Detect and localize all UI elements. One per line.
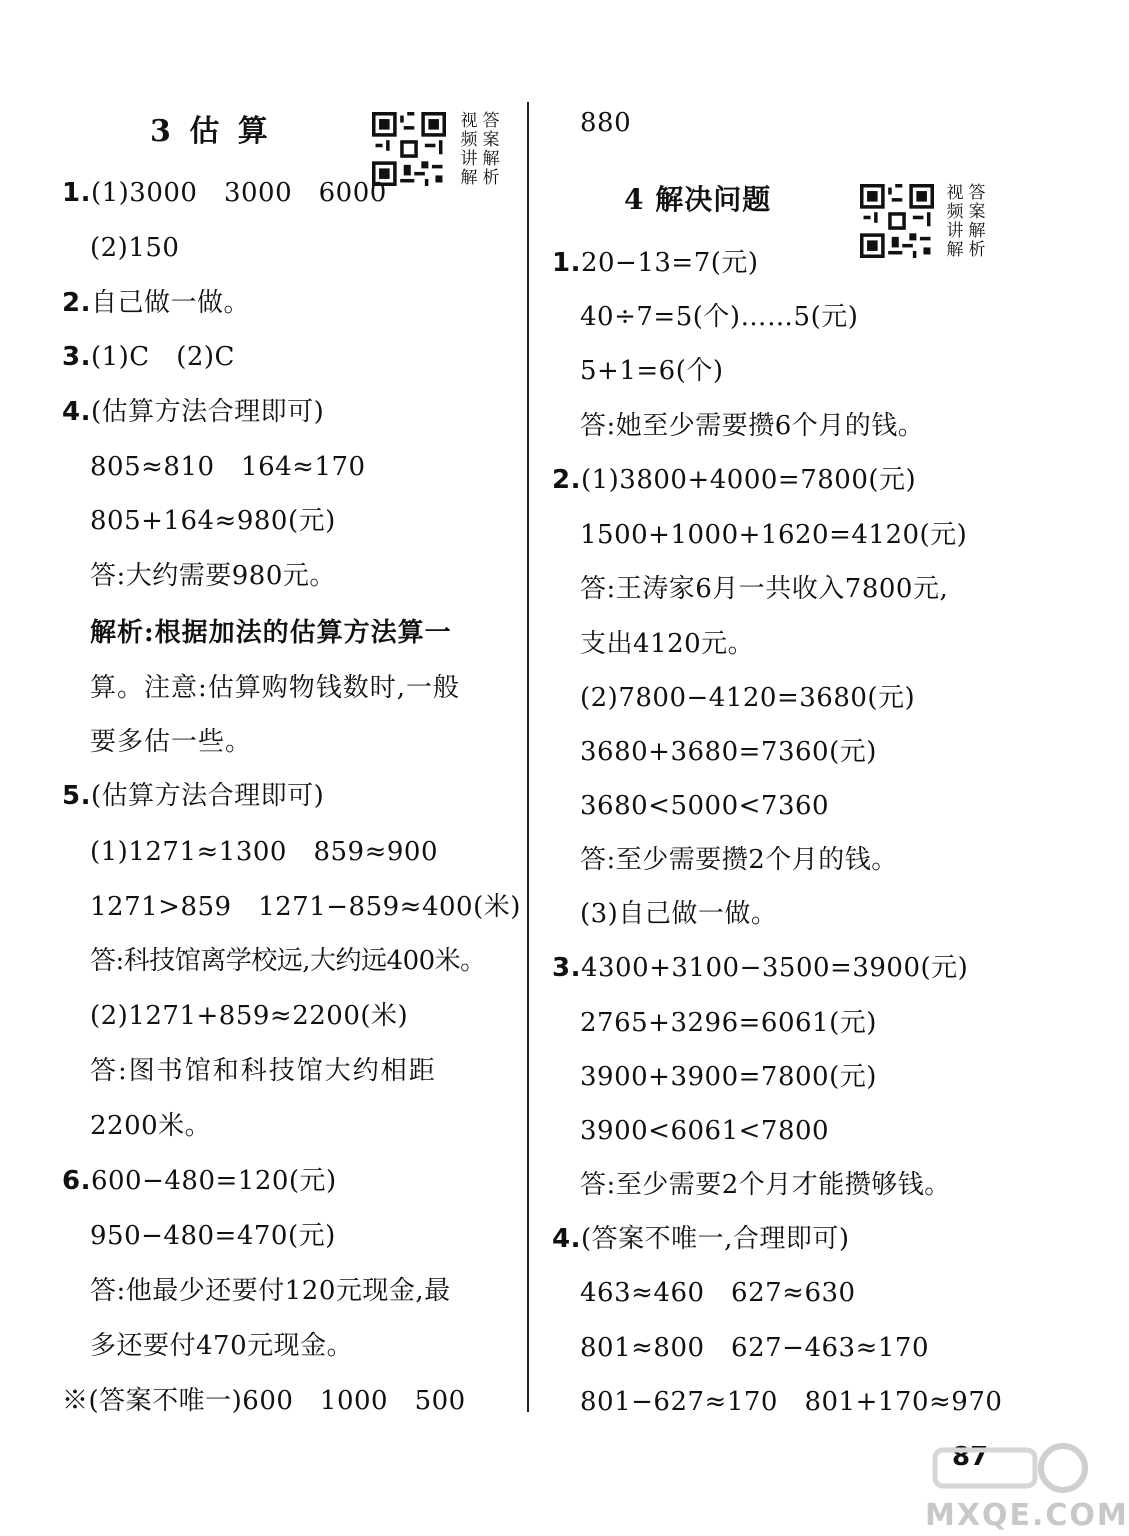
list-item: (1)1271≈1300 859≈900 — [90, 837, 438, 867]
list-item: 答:至少需要攒2个月的钱。 — [580, 845, 898, 875]
watermark-icon — [915, 1440, 1095, 1500]
list-item: 1500+1000+1620=4120(元) — [580, 520, 968, 550]
list-item: 答:图书馆和科技馆大约相距 — [90, 1056, 437, 1086]
qr-caption: 视 答 频 案 讲 解 解 析 — [946, 183, 986, 260]
list-item: (2)1271+859≈2200(米) — [90, 1001, 409, 1031]
list-item: ※(答案不唯一)600 1000 500 — [62, 1386, 466, 1416]
list-item: 5.(估算方法合理即可) — [62, 781, 325, 811]
section-title-estimation: 3 估 算 — [150, 114, 272, 149]
list-item: 1.20−13=7(元) — [552, 248, 759, 278]
list-item: 3900+3900=7800(元) — [580, 1062, 877, 1092]
list-item: 答:她至少需要攒6个月的钱。 — [580, 411, 925, 441]
list-item: 答:大约需要980元。 — [90, 561, 336, 591]
list-item: 1271>859 1271−859≈400(米) — [90, 892, 521, 922]
watermark-text: MXQE.COM — [925, 1498, 1129, 1533]
list-item: 3.4300+3100−3500=3900(元) — [552, 953, 969, 983]
list-item: 1.(1)3000 3000 6000 — [62, 178, 387, 208]
list-item: (3)自己做一做。 — [580, 899, 778, 929]
list-item: 950−480=470(元) — [90, 1221, 336, 1251]
analysis-note: 要多估一些。 — [90, 727, 253, 757]
carry-over-text: 880 — [580, 108, 632, 138]
page-number: 87 — [952, 1442, 989, 1472]
list-item: 805+164≈980(元) — [90, 506, 336, 536]
list-item: 答:王涛家6月一共收入7800元, — [580, 574, 949, 604]
analysis-note: 算。注意:估算购物钱数时,一般 — [90, 673, 461, 703]
list-item: 805≈810 164≈170 — [90, 452, 366, 482]
list-item: 40÷7=5(个)……5(元) — [580, 302, 859, 332]
list-item: 2.自己做一做。 — [62, 288, 250, 318]
section-title-problem-solving: 4 解决问题 — [624, 183, 772, 216]
list-item: (2)150 — [90, 233, 180, 263]
list-item: 3900<6061<7800 — [580, 1116, 830, 1146]
list-item: 支出4120元。 — [580, 629, 755, 659]
list-item: 6.600−480=120(元) — [62, 1166, 337, 1196]
list-item: 答:至少需要2个月才能攒够钱。 — [580, 1170, 951, 1200]
list-item: (2)7800−4120=3680(元) — [580, 683, 916, 713]
list-item: 2765+3296=6061(元) — [580, 1008, 877, 1038]
list-item: 3680<5000<7360 — [580, 791, 830, 821]
list-item: 答:他最少还要付120元现金,最 — [90, 1276, 451, 1306]
column-divider — [527, 102, 529, 1412]
analysis-note: 解析:根据加法的估算方法算一 — [90, 618, 452, 648]
list-item: 2.(1)3800+4000=7800(元) — [552, 465, 917, 495]
qr-code-icon — [372, 112, 446, 186]
list-item: 3.(1)C (2)C — [62, 342, 235, 372]
list-item: 4.(答案不唯一,合理即可) — [552, 1224, 850, 1254]
list-item: 5+1=6(个) — [580, 356, 724, 386]
list-item: 3680+3680=7360(元) — [580, 737, 877, 767]
watermark-logo — [915, 1440, 1129, 1536]
qr-code-icon — [860, 184, 934, 258]
list-item: 463≈460 627≈630 — [580, 1278, 856, 1308]
list-item: 801≈800 627−463≈170 — [580, 1333, 929, 1363]
list-item: 多还要付470元现金。 — [90, 1331, 354, 1361]
list-item: 4.(估算方法合理即可) — [62, 397, 325, 427]
list-item: 2200米。 — [90, 1111, 212, 1141]
qr-caption: 视 答 频 案 讲 解 解 析 — [460, 111, 500, 188]
list-item: 答:科技馆离学校远,大约远400米。 — [90, 946, 486, 976]
list-item: 801−627≈170 801+170≈970 — [580, 1387, 1003, 1417]
